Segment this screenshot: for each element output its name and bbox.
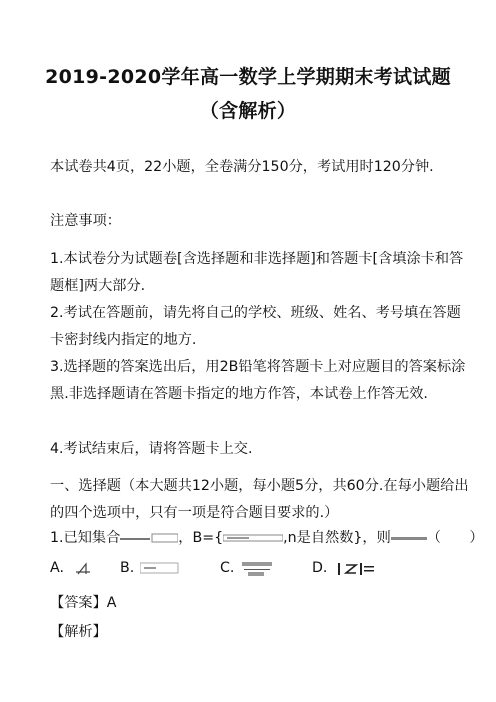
notice-heading: 注意事项： — [50, 213, 121, 229]
option-d-label: D. — [312, 560, 328, 576]
question-1-suffix: （ ） — [426, 530, 484, 546]
notice-item: 2.考试在答题前，请先将自己的学校、班级、姓名、考号填在答题卡密封线内指定的地方. — [50, 305, 461, 348]
options-row — [50, 560, 470, 584]
option-d-formula-image — [336, 561, 376, 577]
answer-line: 【答案】A — [50, 595, 117, 611]
option-c-formula-image — [238, 560, 282, 578]
notice-item: 3.选择题的答案选出后，用2B铅笔将答题卡上对应题目的答案标涂黑.非选择题请在答题卡指定的地方作答，本试卷上作答无效. — [50, 359, 466, 402]
question-1-prefix: 1.已知集合 — [50, 530, 121, 546]
formula-image — [120, 532, 178, 544]
intro-paragraph: 本试卷共4页，22小题，全卷满分150分，考试用时120分钟. — [50, 159, 434, 175]
page-title-line1: 2019-2020学年高一数学上学期期末考试试题 — [45, 66, 451, 88]
analysis-line: 【解析】 — [50, 624, 107, 640]
option-c-label: C. — [220, 560, 235, 576]
section-heading: 一、选择题（本大题共12小题，每小题5分，共60分.在每小题给出的四个选项中，只有一项是符合题目要求的.） — [50, 478, 469, 521]
option-a-formula-image — [74, 562, 96, 576]
question-1-mid2: ,n是自然数}，则 — [283, 530, 391, 546]
option-a-label: A. — [50, 560, 64, 576]
question-1 — [50, 528, 484, 548]
page-title-line2: （含解析） — [199, 100, 297, 122]
question-1-mid1: ，B={ — [178, 530, 224, 546]
option-b-label: B. — [120, 560, 135, 576]
formula-image — [223, 532, 283, 544]
formula-image — [391, 532, 427, 544]
notice-item: 1.本试卷分为试题卷[含选择题和非选择题]和答题卡[含填涂卡和答题框]两大部分. — [50, 251, 464, 294]
notice-item: 4.考试结束后，请将答题卡上交. — [50, 441, 253, 457]
option-b-formula-image — [140, 561, 180, 575]
